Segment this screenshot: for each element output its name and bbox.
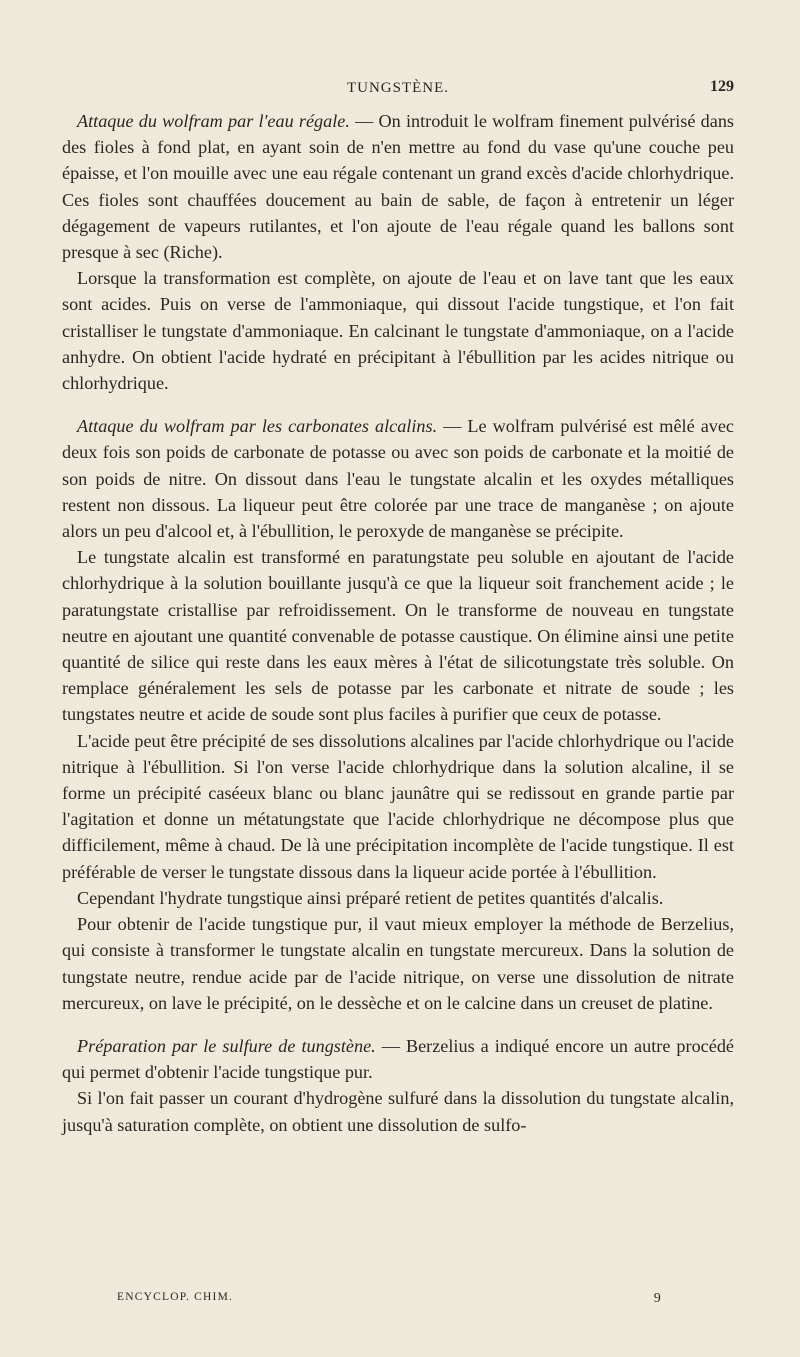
sheet-number: 9 [653,1291,662,1306]
paragraph [62,544,734,727]
paragraph [62,911,734,1016]
section-heading: Attaque du wolfram par l'eau régale. [77,111,350,131]
running-head [62,78,734,102]
body-text [62,108,734,1138]
paragraph-text: Le tungstate alcalin est transformé en paratungstate peu soluble en ajoutant de l'acide chlorhydrique à la solution bouillante jusqu'à ce que la liqueur soit franchement acide ; le paratungstate cristallise par refroidissement. On le transforme de nouveau en tungstate neutre en ajoutant une quantité convenable de potasse caustique. On élimine ainsi une petite quantité de silice qui reste dans les eaux mères à l'état de silicotungstate très soluble. On remplace généralement les sels de potasse par les carbonate et nitrate de soude ; les tungstates neutre et acide de soude sont plus faciles à purifier que ceux de potasse. [62,547,734,725]
paragraph-text: Lorsque la transformation est complète, on ajoute de l'eau et on lave tant que les eaux sont acides. Puis on verse de l'ammoniaque, qui dissout l'acide tungstique, et l'on fait cristalliser le tungstate d'ammoniaque. En calcinant le tungstate d'ammoniaque, on a l'acide anhydre. On obtient l'acide hydraté en précipitant à l'ébullition par les acides nitrique ou chlorhydrique. [62,268,734,394]
paragraph-preparation-sulfure [62,1033,734,1085]
paragraph [62,728,734,885]
paragraph [62,1085,734,1137]
paragraph-text: — On introduit le wolfram finement pulvérisé dans des fioles à fond plat, en ayant soin de n'en mettre au fond du vase qu'une couche peu épaisse, et l'on mouille avec une eau régale contenant un grand excès d'acide chlorhydrique. Ces fioles sont chauffées doucement au bain de sable, de façon à entretenir un léger dégagement de vapeurs rutilantes, et l'on ajoute de l'eau régale quand les ballons sont presque à sec (Riche). [62,111,734,263]
paragraph-attaque-carbonates [62,413,734,544]
page-footer [117,1291,662,1311]
paragraph-text: Cependant l'hydrate tungstique ainsi préparé retient de petites quantités d'alcalis. [77,887,664,908]
paragraph-text: — Le wolfram pulvérisé est mêlé avec deux fois son poids de carbonate de potasse ou avec son poids de carbonate et la moitié de son poids de nitre. On dissout dans l'eau le tungstate alcalin et les oxydes métalliques restent non dissous. La liqueur peut être colorée par une trace de manganèse ; on ajoute alors un peu d'alcool et, à l'ébullition, le peroxyde de manganèse se précipite. [62,416,735,542]
paragraph-text: Si l'on fait passer un courant d'hydrogène sulfuré dans la dissolution du tungstate alcalin, jusqu'à saturation complète, on obtient une dissolution de sulfo- [62,1088,734,1135]
paragraph [62,265,734,396]
paragraph-text: — Berzelius a indiqué encore un autre procédé qui permet d'obtenir l'acide tungstique pur. [62,1035,734,1083]
page-number: 129 [710,78,734,95]
section-heading: Attaque du wolfram par les carbonates alcalins. [77,416,438,437]
signature-mark: ENCYCLOP. CHIM. [117,1291,234,1303]
paragraph-attaque-eau-regale [62,108,734,265]
paragraph [62,885,734,911]
paragraph-text: Pour obtenir de l'acide tungstique pur, il vaut mieux employer la méthode de Berzelius, qui consiste à transformer le tungstate alcalin en tungstate mercureux. Dans la solution de tungstate neutre, rendue acide par de l'acide nitrique, on verse une dissolution de nitrate mercureux, on lave le précipité, on le dessèche et on le calcine dans un creuset de platine. [62,914,734,1013]
running-title: TUNGSTÈNE. [346,80,450,96]
paragraph-text: L'acide peut être précipité de ses dissolutions alcalines par l'acide chlorhydrique ou l'acide nitrique à l'ébullition. Si l'on verse l'acide chlorhydrique dans la solution alcaline, il se forme un précipité caséeux blanc ou blanc jaunâtre qui se redissout en grande partie par l'agitation et donne un métatungstate que l'acide chlorhydrique ne décompose plus que difficilement, même à chaud. De là une précipitation incomplète de l'acide tungstique. Il est préférable de verser le tungstate dissous dans la liqueur acide portée à l'ébullition. [62,730,734,882]
section-heading: Préparation par le sulfure de tungstène. [77,1035,376,1056]
